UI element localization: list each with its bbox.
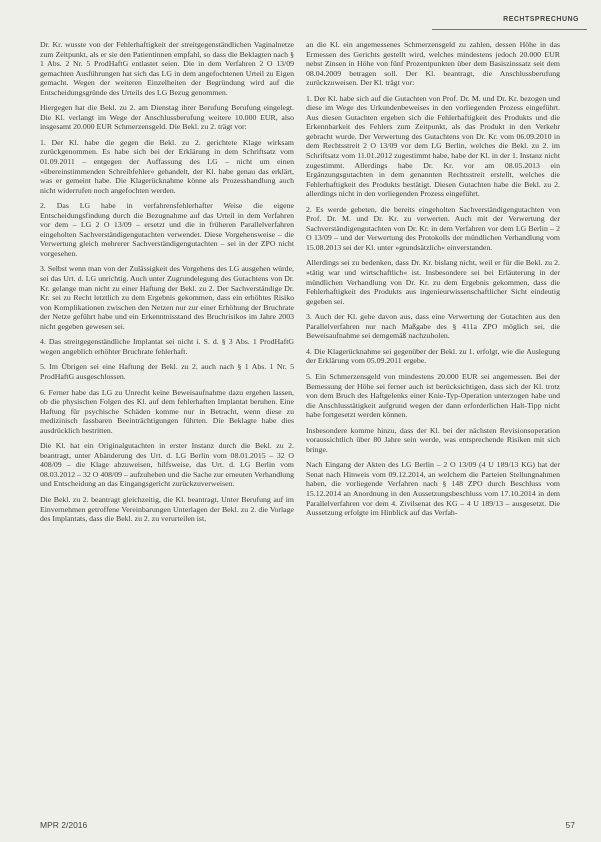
paragraph: Die Kl. hat ein Originalgutachten in erster Instanz durch die Bekl. zu 2. beantragt, unter Abänderung des Urt. d. LG Berlin vom 08.01.2015 – 32 O 408/09 – die Klage abzuweisen, hilfsweise, das Urt. d. LG Berlin vom 08.03.2012 – 32 O 408/09 – aufzuheben und die Sache zur erneuten Verhandlung und Entscheidung an das Eingangsgericht zurückzuverweisen. xyxy=(40,441,294,489)
left-text-column xyxy=(40,40,294,530)
paragraph: 6. Ferner habe das LG zu Unrecht keine Beweisaufnahme dazu ergehen lassen, ob die physischen Folgen des Kl. auf dem fehlerhaften Implantat beruhen. Eine Haftung für psychische Schäden komme nur in Betracht, wenn diese zu medizinisch fassbaren Beeinträchtigungen führten. Die Beklagte habe dies ausdrücklich bestritten. xyxy=(40,387,294,435)
paragraph: 3. Auch der Kl. gehe davon aus, dass eine Verwertung der Gutachten aus den Parallelverfahren nur nach Maßgabe des § 411a ZPO möglich sei, die Beweisaufnahme sei demgemäß nachzuholen. xyxy=(306,312,560,341)
paragraph: 3. Selbst wenn man von der Zulässigkeit des Vorgehens des LG ausgehen würde, sei das Urt. d. LG unrichtig. Auch unter Zugrundelegung des Gutachtens von Dr. Kr. gelange man nicht zu einer Haftung der Bekl. zu 2. Der Sachverständige Dr. Kr. sei zu Recht letztlich zu dem Ergebnis gekommen, dass ein erhöhtes Risiko von Komplikationen zwischen den Netzen nur zur einer Erhöhung der Bruchrate der Netze geführt habe und ein Erkenntnisstand des Bruchrisikos im Jahre 2003 nicht gegeben gewesen sei. xyxy=(40,264,294,331)
paragraph: 5. Im Übrigen sei eine Haftung der Bekl. zu 2. auch nach § 1 Abs. 1 Nr. 5 ProdHaftG ausgeschlossen. xyxy=(40,362,294,381)
journal-issue: MPR 2/2016 xyxy=(40,820,88,830)
paragraph: Allerdings sei zu bedenken, dass Dr. Kr. bislang nicht, weil er für die Bekl. zu 2. »tätig war und wirtschaftlich« ist. Insbesondere sei bei Erläuterung in der mündlichen Verhandlung von Dr. Kr. zu dem Ergebnis gekommen, dass die Fehlerhaftigkeit des Produkts aus ingenieurwissenschaftlicher Sicht eindeutig gegeben sei. xyxy=(306,258,560,306)
paragraph: Nach Eingang der Akten des LG Berlin – 2 O 13/09 (4 U 189/13 KG) hat der Senat nach Hinweis vom 09.12.2014, an welchem die Parteien Stellungnahmen haben, die vorliegende Verfahren nach § 148 ZPO durch Beschluss vom 15.12.2014 an Anordnung in den Aussetzungsbeschluss vom 17.10.2014 in dem Parallelverfahren vor dem 4. Zivilsenat des KG – 4 U 189/13 – ausgesetzt. Die Aussetzung erfolgte im Hinblick auf das Verfah- xyxy=(306,460,560,518)
paragraph: Die Bekl. zu 2. beantragt gleichzeitig, die Kl. beantragt, Unter Berufung auf im Einvernehmen getroffene Vereinbarungen Unterlagen der Bekl. zu 2. die Vorlage des Implantats, dass die Bekl. zu 2. zu verurteilen ist, xyxy=(40,494,294,524)
paragraph: 2. Das LG habe in verfahrensfehlerhafter Weise die eigene Entscheidungsfindung durch die Bezugnahme auf das Urteil in dem Verfahren vor dem – LG 2 O 13/09 – ersetzt und die in früheren Parallelverfahren eingeholten Sachverständigengutachten verwendet. Diese Vorgehensweise – die Verwertung gleich mehrerer Sachverständigengutachten – sei in der ZPO nicht vorgesehen. xyxy=(40,201,294,258)
paragraph: Hiergegen hat die Bekl. zu 2. am Dienstag ihrer Berufung Berufung eingelegt. Die Kl. verlangt im Wege der Anschlussberufung weitere 10.000 EUR, also insgesamt 20.000 EUR Schmerzensgeld. Die Bekl. zu 2. trägt vor: xyxy=(40,103,294,132)
paragraph: 1. Der Kl. habe sich auf die Gutachten von Prof. Dr. M. und Dr. Kr. bezogen und diese im Wege des Urkundenbeweises in den vorliegenden Prozess eingeführt. Aus diesen Gutachten ergeben sich die Fehlerhaftigkeit des Produkts und die Erkennbarkeit des Fehlers zum Zeitpunkt, als das Produkt in den Verkehr gebracht wurde. Der Verwertung des Gutachtens von Dr. Kr. vom 06.09.2010 in dem Rechtsstreit 2 O 13/09 vor dem LG Berlin, welches die Bekl. zu 2. im Schriftsatz vom 11.01.2012 zugestimmt habe, habe der Kl. in der 1. Instanz nicht zugestimmt. Allerdings habe Dr. Kr. vor am 08.05.2013 ein Ergänzungsgutachten in dem genannten Rechtsstreit erstellt, welches die Fehlerhaftigkeit des Produkts bestätigt. Diesen Gutachten habe die Bekl. zu 2. allerdings nicht in den vorliegenden Prozess eingeführt. xyxy=(306,93,560,199)
paragraph: Insbesondere komme hinzu, dass der Kl. bei der nächsten Revisionsoperation voraussichtlich über 80 Jahre sein werde, was entsprechende Risiken mit sich bringe. xyxy=(306,425,560,454)
page-number: 57 xyxy=(565,820,575,830)
section-header: RECHTSPRECHUNG xyxy=(503,16,579,23)
paragraph: 4. Die Klagerücknahme sei gegenüber der Bekl. zu 1. erfolgt, wie die Auslegung der Erklärung vom 05.09.2011 ergebe. xyxy=(306,346,560,366)
paragraph: 1. Der Kl. habe die gegen die Bekl. zu 2. gerichtete Klage wirksam zurückgenommen. Es habe sich bei der Erklärung in dem Schriftsatz vom 01.09.2011 – entgegen der Auffassung des LG – nicht um einen »übereinstimmenden Schreibfehler« gehandelt, der Kl. habe genau das erklärt, was er gemeint habe. Die Klagerücknahme könne als Prozesshandlung auch nicht widerrufen noch angefochten werden. xyxy=(40,137,294,195)
paragraph: 4. Das streitgegenständliche Implantat sei nicht i. S. d. § 3 Abs. 1 ProdHaftG wegen angeblich erhöhter Bruchrate fehlerhaft. xyxy=(40,337,294,356)
header-rule xyxy=(432,29,587,30)
paragraph: an die Kl. ein angemessenes Schmerzensgeld zu zahlen, dessen Höhe in das Ermessen des Gerichts gestellt wird, welches mindestens jedoch 20.000 EUR nebst Zinsen in Höhe von fünf Prozentpunkten über dem Basiszinssatz seit dem 08.04.2009 betragen soll. Der Kl. beantragt, die Anschlussberufung zurückzuweisen. Der Kl. trägt vor: xyxy=(306,40,560,88)
right-text-column xyxy=(306,40,560,524)
paragraph: Dr. Kr. wusste von der Fehlerhaftigkeit der streitgegenständlichen Vaginalnetze zum Zeitpunkt, als er sie den Patientinnen empfahl, so dass die Beklagten nach § 1 Abs. 2 Nr. 5 ProdHaftG entlastet seien. Die in dem Verfahren 2 O 13/09 gemachten Ausführungen hat sich das LG in dem angefochtenen Urteil zu Eigen gemacht. Wegen der weiteren Einzelheiten der Begründung wird auf die Entscheidungsgründe des Urteils des LG Bezug genommen. xyxy=(40,40,294,97)
paragraph: 5. Ein Schmerzensgeld von mindestens 20.000 EUR sei angemessen. Bei der Bemessung der Höhe sei ferner auch ist berücksichtigen, dass sich der Kl. trotz von dem Bruch des Haftgelenks einer Knie-Typ-Operation unterzogen habe und die Anschlusstätigkeit aufgrund wegen der dann erforderlichen Halt-Tipp nicht habe fortgesetzt werden können. xyxy=(306,371,560,420)
paragraph: 2. Es werde gebeten, die bereits eingeholten Sachverständigengutachten von Prof. Dr. M. und Dr. Kr. zu verwerten. Auch mit der Verwertung der Sachverständigengutachten von Dr. Kr. in dem Verfahren vor dem LG Berlin – 2 O 13/09 – und der Verwertung des Protokolls der mündlichen Verhandlung vom 15.08.2013 sei der Kl. unter »grundsätzlich« einverstanden. xyxy=(306,204,560,252)
